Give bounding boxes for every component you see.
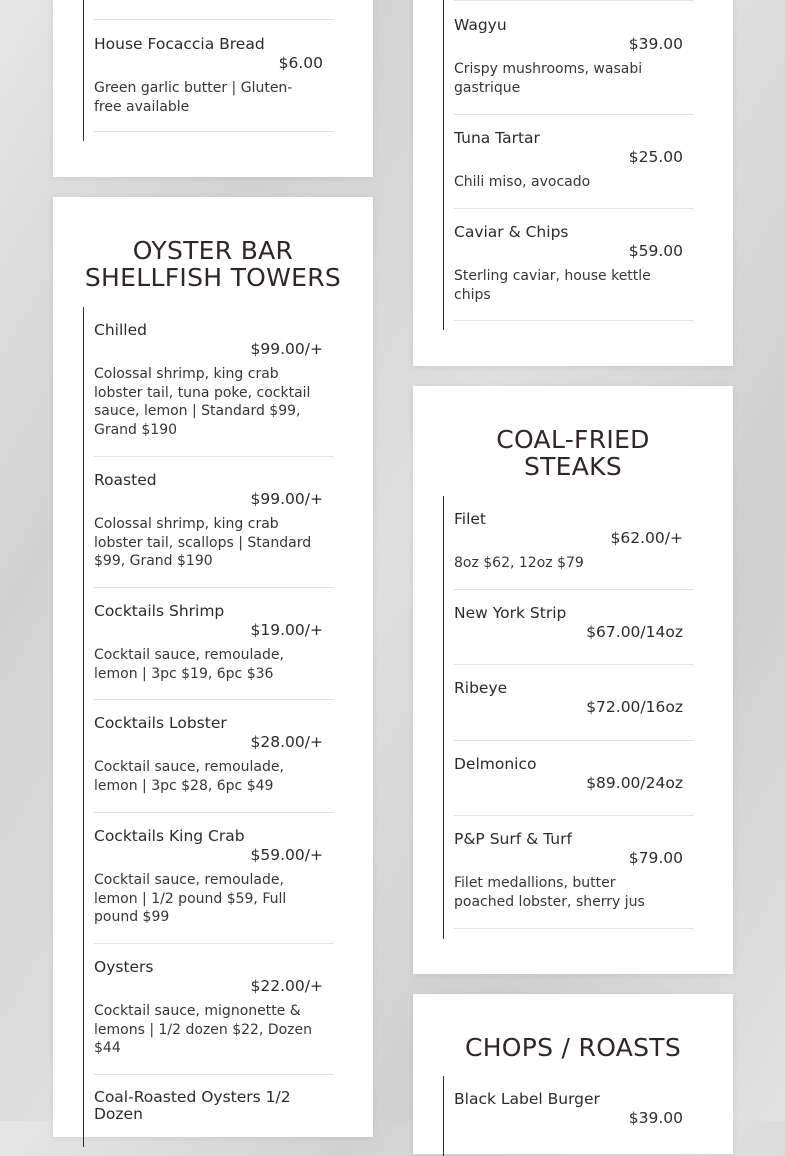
item-divider: [94, 131, 334, 132]
menu-item[interactable]: [454, 755, 694, 793]
menu-item[interactable]: [454, 510, 694, 573]
item-name: P&P Surf & Turf: [454, 830, 572, 848]
item-divider: [454, 320, 694, 321]
item-name: Tuna Tartar: [454, 129, 540, 147]
card-item-list: [83, 307, 335, 1147]
menu-item[interactable]: [454, 604, 694, 642]
item-name: Roasted: [94, 471, 157, 489]
menu-item[interactable]: [94, 602, 334, 683]
item-name: Coal-Roasted Oysters 1/2 Dozen: [94, 1088, 291, 1123]
item-price: $6.00: [278, 54, 323, 72]
item-name: Cocktails King Crab: [94, 827, 245, 845]
section-title: COAL-FRIED STEAKS: [496, 425, 650, 481]
item-name: Cocktails Lobster: [94, 714, 227, 732]
menu-item[interactable]: [454, 129, 694, 192]
item-price: $62.00/+: [610, 529, 683, 547]
menu-item[interactable]: [454, 1090, 694, 1128]
menu-item[interactable]: [454, 679, 694, 717]
item-description: 8oz $62, 12oz $79: [454, 555, 584, 571]
menu-item[interactable]: [94, 321, 334, 439]
card-item-list: [443, 496, 695, 939]
item-name: Oysters: [94, 958, 154, 976]
item-description: Cocktail sauce, mignonette & lemons | 1/2 dozen $22, Dozen $44: [94, 1003, 313, 1056]
item-description: Green garlic butter | Gluten-free available: [94, 80, 293, 115]
item-divider: [454, 664, 694, 665]
menu-item[interactable]: [454, 223, 694, 304]
item-divider: [94, 456, 334, 457]
card-item-list: [443, 0, 695, 330]
menu-item[interactable]: [94, 35, 334, 116]
card-item-list: [443, 1076, 695, 1156]
menu-item[interactable]: [94, 471, 334, 571]
item-price: $25.00: [628, 148, 683, 166]
item-divider: [454, 928, 694, 929]
item-divider: [94, 587, 334, 588]
item-description: Cocktail sauce, remoulade, lemon | 3pc $19, 6pc $36: [94, 647, 284, 682]
item-price: $89.00/24oz: [586, 774, 683, 792]
item-description: Sterling caviar, house kettle chips: [454, 268, 651, 303]
menu-card-steaks: [413, 386, 733, 974]
section-title: OYSTER BAR SHELLFISH TOWERS: [84, 236, 342, 292]
section-title: CHOPS / ROASTS: [464, 1033, 682, 1062]
menu-card-top-left: [53, 0, 373, 177]
item-divider: [454, 114, 694, 115]
item-divider: [454, 208, 694, 209]
item-price: $59.00/+: [250, 846, 323, 864]
item-description: Cocktail sauce, remoulade, lemon | 3pc $28, 6pc $49: [94, 759, 284, 794]
item-divider: [94, 699, 334, 700]
menu-item[interactable]: [94, 714, 334, 795]
menu-item[interactable]: [94, 827, 334, 927]
item-divider: [454, 0, 694, 1]
item-name: House Focaccia Bread: [94, 35, 265, 53]
menu-card-top-right: [413, 0, 733, 366]
item-name: Caviar & Chips: [454, 223, 569, 241]
item-divider: [454, 815, 694, 816]
menu-card-chops: [413, 994, 733, 1154]
item-name: Black Label Burger: [454, 1090, 600, 1108]
item-description: Filet medallions, butter poached lobster, sherry jus: [454, 875, 645, 910]
item-price: $99.00/+: [250, 490, 323, 508]
item-name: Ribeye: [454, 679, 508, 697]
item-price: $19.00/+: [250, 621, 323, 639]
item-name: Cocktails Shrimp: [94, 602, 225, 620]
card-item-list: [83, 0, 335, 141]
item-price: $28.00/+: [250, 733, 323, 751]
menu-item[interactable]: [94, 958, 334, 1058]
item-price: $39.00: [628, 35, 683, 53]
item-divider: [94, 19, 334, 20]
item-price: $67.00/14oz: [586, 623, 683, 641]
item-name: Chilled: [94, 321, 147, 339]
item-name: New York Strip: [454, 604, 567, 622]
item-name: Delmonico: [454, 755, 537, 773]
menu-card-oyster-bar: [53, 197, 373, 1137]
item-description: Colossal shrimp, king crab lobster tail, scallops | Standard $99, Grand $190: [94, 516, 312, 569]
menu-item[interactable]: [454, 16, 694, 97]
item-price: $99.00/+: [250, 340, 323, 358]
item-divider: [454, 740, 694, 741]
item-price: $39.00: [628, 1109, 683, 1127]
item-price: $72.00/16oz: [586, 698, 683, 716]
item-description: Cocktail sauce, remoulade, lemon | 1/2 pound $59, Full pound $99: [94, 872, 287, 925]
item-price: $59.00: [628, 242, 683, 260]
menu-item[interactable]: [454, 830, 694, 911]
item-description: Chili miso, avocado: [454, 174, 591, 190]
menu-item[interactable]: [94, 1089, 334, 1123]
item-divider: [94, 812, 334, 813]
item-description: Colossal shrimp, king crab lobster tail, tuna poke, cocktail sauce, lemon | Standard $99, Grand $190: [94, 366, 311, 438]
item-price: $22.00/+: [250, 977, 323, 995]
item-description: Crispy mushrooms, wasabi gastrique: [454, 61, 643, 96]
item-price: $79.00: [628, 849, 683, 867]
item-divider: [454, 589, 694, 590]
item-divider: [94, 943, 334, 944]
item-name: Wagyu: [454, 16, 507, 34]
item-divider: [94, 1074, 334, 1075]
item-name: Filet: [454, 510, 487, 528]
